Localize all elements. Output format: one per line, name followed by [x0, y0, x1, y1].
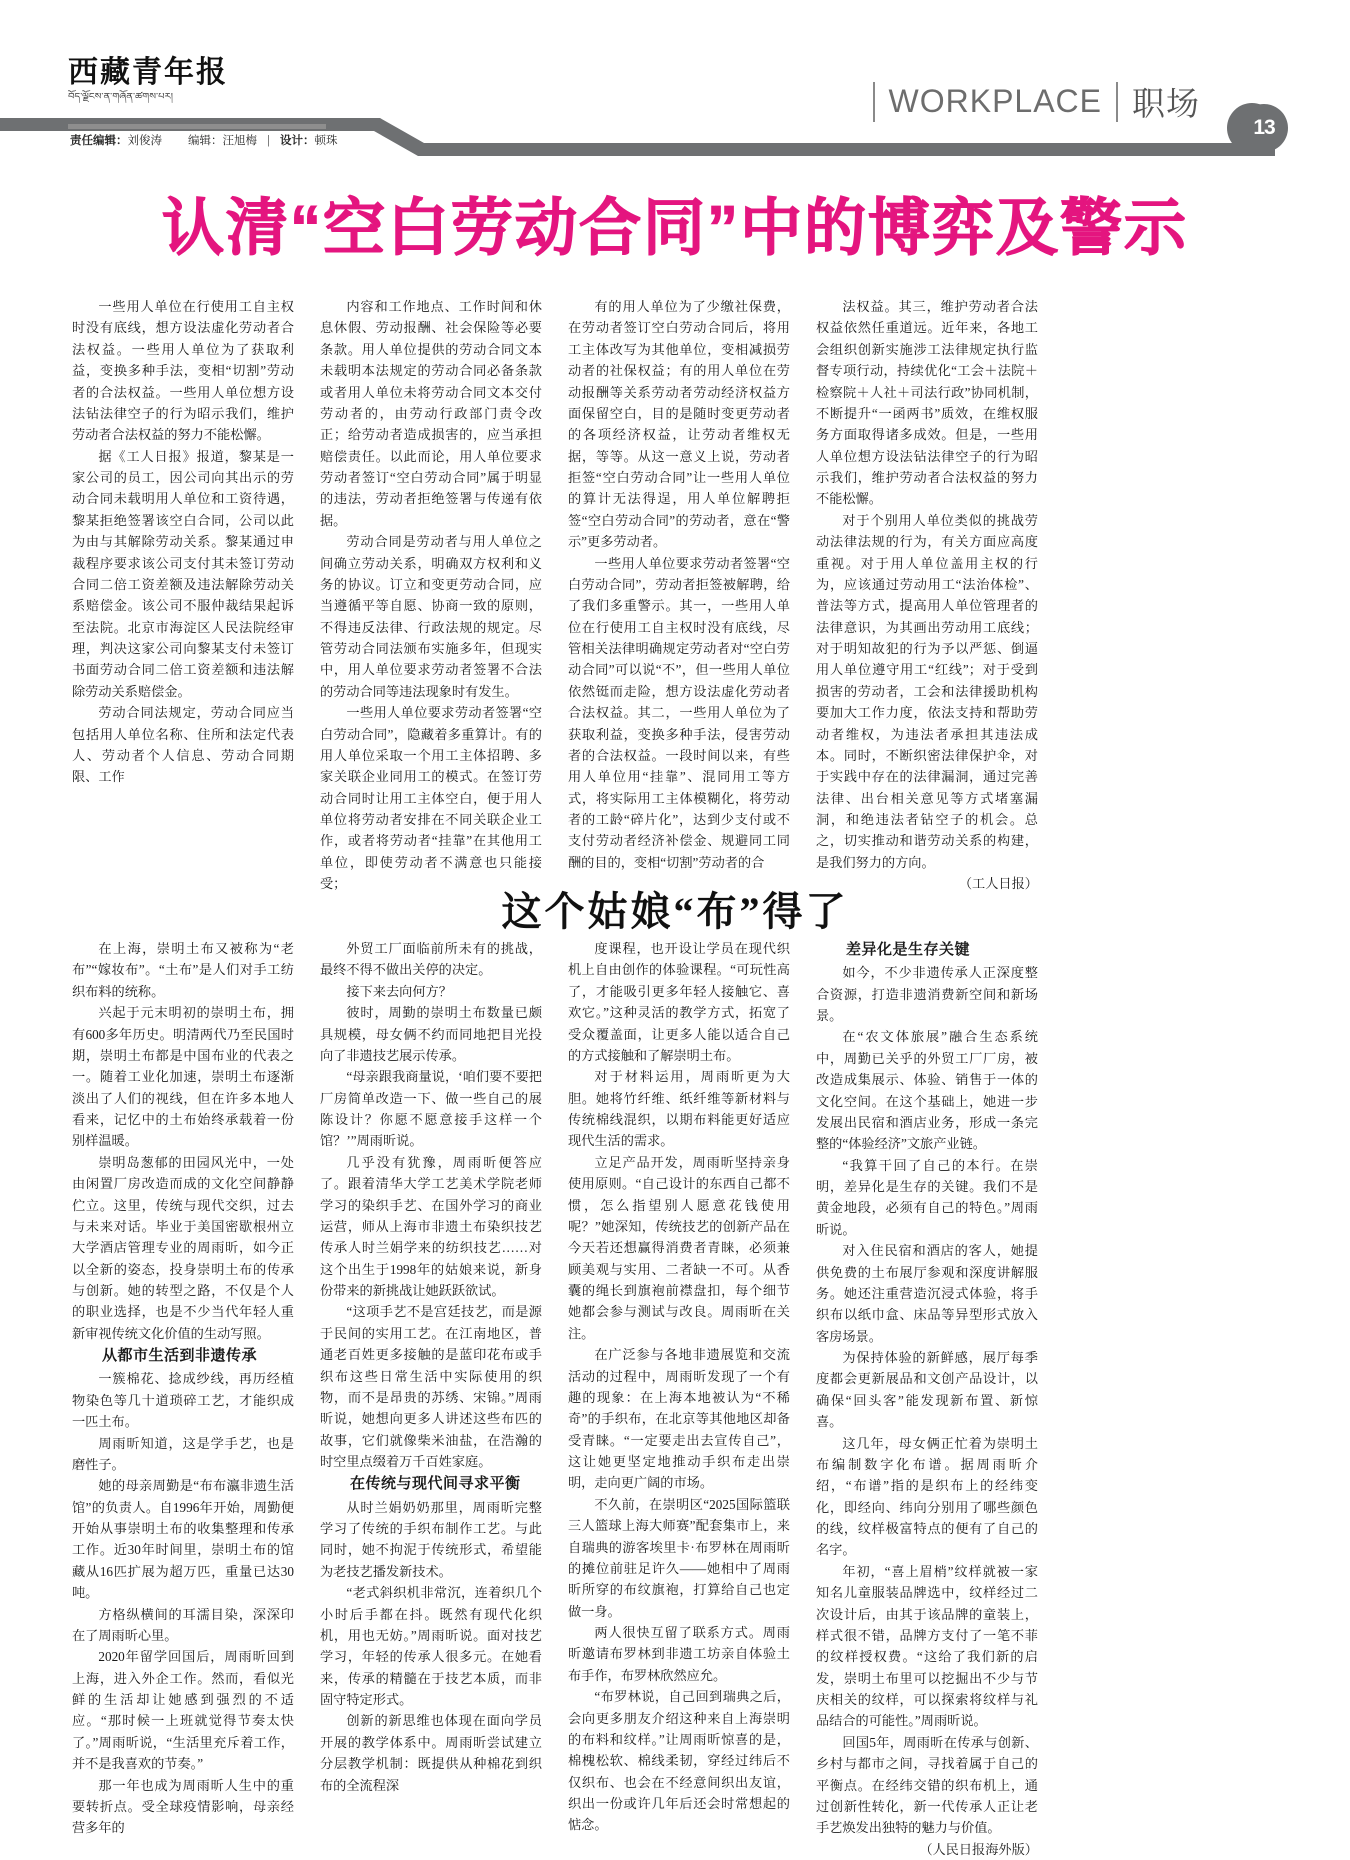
- article2-paragraph: 周雨昕知道，这是学手艺，也是磨性子。: [72, 1435, 294, 1472]
- article2-subheading: 在传统与现代间寻求平衡: [350, 1475, 521, 1493]
- article2-column-3: [568, 938, 790, 1860]
- article2-paragraph: 立足产品开发，周雨昕坚持亲身使用原则。“自己设计的东西自己都不惯，怎么指望别人愿意花钱使用呢？”她深知，传统技艺的创新产品在今天若还想赢得消费者青睐，必须兼顾美观与实用、二者缺一不可。从香囊的绳长到旗袍前襟盘扣，每个细节她都会参与测试与改良。周雨昕在关注。: [568, 1154, 790, 1341]
- article2-paragraph: “老式斜织机非常沉，连着织几个小时后手都在抖。既然有现代化织机，用也无妨。”周雨昕说。面对技艺学习，年轻的传承人很多元。在她看来，传承的精髓在于技艺本质，而非固守特定形式。: [320, 1585, 542, 1708]
- article1-paragraph: 劳动合同法规定，劳动合同应当包括用人单位名称、住所和法定代表人、劳动者个人信息、劳动合同期限、工作: [72, 705, 294, 785]
- newspaper-logo: [68, 58, 228, 103]
- article1-headline: 认清“空白劳动合同”中的博弈及警示: [161, 194, 1188, 263]
- article2-paragraph: 2020年留学回国后，周雨昕回到上海，进入外企工作。然而，看似光鲜的生活却让她感到强烈的不适应。“那时候一上班就觉得节奏太快了。”周雨昕说，“生活里充斥着工作，并不是我喜欢的节奏。”: [72, 1649, 294, 1772]
- section-label-en: WORKPLACE: [888, 83, 1102, 119]
- article1-column-3: [568, 296, 790, 895]
- article2-paragraph: 回国5年，周雨昕在传承与创新、乡村与都市之间，寻找着属于自己的平衡点。在经纬交错的织布机上，通过创新性转化，新一代传承人正让老手艺焕发出独特的魅力与价值。: [816, 1734, 1038, 1836]
- section-divider-left-icon: [873, 82, 875, 122]
- article1-paragraph: 有的用人单位为了少缴社保费，在劳动者签订空白劳动合同后，将用工主体改写为其他单位，变相减损劳动者的社保权益；有的用人单位在劳动报酬等关系劳动者劳动经济权益方面保留空白，目的是随时变更劳动者的各项经济权益，让劳动者维权无据，等等。从这一意义上说，劳动者拒签“空白劳动合同”让一些用人单位的算计无法得逞，用人单位解聘拒签“空白劳动合同”的劳动者，意在“警示”更多劳动者。: [568, 299, 790, 550]
- article1-paragraph: 一些用人单位要求劳动者签署“空白劳动合同”，隐藏着多重算计。有的用人单位采取一个用工主体招聘、多家关联企业同用工的模式。在签订劳动合同时让用工主体空白，便于用人单位将劳动者安排在不同关联企业工作，或者将劳动者“挂靠”在其他用工单位，即使劳动者不满意也只能接受；: [320, 705, 542, 892]
- article2-paragraph: 彼时，周勤的崇明土布数量已颇具规模，母女俩不约而同地把目光投向了非遗技艺展示传承。: [320, 1005, 542, 1063]
- responsible-editor-name: 刘俊涛: [127, 135, 162, 147]
- article2-paragraph: 在“农文体旅展”融合生态系统中，周勤已关乎的外贸工厂厂房，被改造成集展示、体验、销售于一体的文化空间。在这个基础上，她进一步发展出民宿和酒店业务，形成一条完整的“体验经济”文旅产业链。: [816, 1029, 1038, 1152]
- article2-source: （人民日报海外版）: [919, 1841, 1038, 1857]
- article1-column-4: [816, 296, 1038, 895]
- article2-paragraph: 不久前，在崇明区“2025国际篮联三人篮球上海大师赛”配套集市上，来自瑞典的游客埃里卡·布罗林在周雨昕的摊位前驻足许久——她相中了周雨昕所穿的布纹旗袍，打算给自己也定做一身。: [568, 1496, 790, 1619]
- masthead: [0, 0, 1350, 165]
- article2-paragraph: 对于材料运用，周雨昕更为大胆。她将竹纤维、纸纤维等新材料与传统棉线混织，以期布料能更好适应现代生活的需求。: [568, 1069, 790, 1149]
- article2-paragraph: 那一年也成为周雨昕人生中的重要转折点。受全球疫情影响，母亲经营多年的: [72, 1777, 294, 1836]
- article2-paragraph: 为保持体验的新鲜感，展厅每季度都会更新展品和文创产品设计，以确保“回头客”能发现新布置、新惊喜。: [816, 1350, 1038, 1430]
- article2-paragraph: 几乎没有犹豫，周雨昕便答应了。跟着清华大学工艺美术学院老师学习的染织手艺、在国外学习的商业运营，师从上海市非遗土布染织技艺传承人时兰娟学来的纺织技艺……对这个出生于1998年的姑娘来说，新身份带来的新挑战让她跃跃欲试。: [320, 1154, 542, 1298]
- section-label: [873, 78, 1200, 125]
- article1-column-1: [72, 296, 294, 895]
- article1-column-2: [320, 296, 542, 895]
- section-divider-right-icon: [1116, 82, 1118, 122]
- article1-paragraph: 内容和工作地点、工作时间和休息休假、劳动报酬、社会保险等必要条款。用人单位提供的劳动合同文本未载明本法规定的劳动合同必备条款或者用人单位未将劳动合同文本交付劳动者的，由劳动行政部门责令改正；给劳动者造成损害的，应当承担赔偿责任。以此而论，用人单位要求劳动者签订“空白劳动合同”属于明显的违法，劳动者拒绝签署与传递有依据。: [320, 299, 542, 528]
- article2-paragraph: “布罗林说，自己回到瑞典之后，会向更多朋友介绍这种来自上海崇明的布料和纹样。”让周雨昕惊喜的是，棉槐松软、棉线柔韧，穿经过纬后不仅织布、也会在不经意间织出友谊，织出一份或许几年后还会时常想起的惦念。: [568, 1689, 790, 1833]
- article2-paragraph: “这项手艺不是宫廷技艺，而是源于民间的实用工艺。在江南地区，普通老百姓更多接触的是蓝印花布或手织布这些日常生活中实际使用的织物，而不是昂贵的苏绣、宋锦。”周雨昕说，她想向更多人讲述这些布匹的故事，它们就像柴米油盐，在浩瀚的时空里点缀着万千百姓家庭。: [320, 1304, 542, 1469]
- article2-column-4: [816, 938, 1038, 1860]
- article2-subheading: 差异化是生存关键: [846, 941, 971, 958]
- article2-column-1: [72, 938, 294, 1860]
- section-label-cn: 职场: [1132, 85, 1200, 122]
- article2-paragraph: 在广泛参与各地非遗展览和交流活动的过程中，周雨昕发现了一个有趣的现象：在上海本地被认为“不稀奇”的手织布，在北京等其他地区却备受青睐。“一定要走出去宣传自己”，这让她更坚定地推动手织布走出崇明，走向更广阔的市场。: [568, 1347, 790, 1491]
- newspaper-name-tibetan: བོད་ལྗོངས་ན་གཞོན་ཚགས་པར།: [68, 92, 173, 102]
- article2-paragraph: 这几年，母女俩正忙着为崇明土布编制数字化布谱。据周雨昕介绍，“布谱”指的是织布上的经纬变化，即经向、纬向分别用了哪些颜色的线，纹样极富特点的便有了自己的名字。: [816, 1435, 1038, 1558]
- article2-paragraph: 年初，“喜上眉梢”纹样就被一家知名儿童服装品牌选中，纹样经过二次设计后，由其于该品牌的童装上，样式很不错，品牌方支付了一笔不菲的纹样授权费。“这给了我们新的启发，崇明土布里可以挖掘出不少与节庆相关的纹样，可以探索将纹样与礼品结合的可能性。”周雨昕说。: [816, 1563, 1038, 1729]
- article2-paragraph: 创新的新思维也体现在面向学员开展的教学体系中。周雨昕尝试建立分层教学机制：既提供从种棉花到织布的全流程深: [320, 1713, 542, 1793]
- responsible-editor-label: 责任编辑：: [70, 135, 128, 147]
- article1-columns: [72, 296, 1282, 895]
- article1-paragraph: 一些用人单位在行使用工自主权时没有底线，想方设法虚化劳动者合法权益。一些用人单位为了获取利益，变换多种手法，变相“切割”劳动者的合法权益。一些用人单位想方设法钻法律空子的行为昭示我们，维护劳动者合法权益的努力不能松懈。: [72, 299, 294, 443]
- article2-paragraph: 从时兰娟奶奶那里，周雨昕完整学习了传统的手织布制作工艺。与此同时，她不拘泥于传统形式，希望能为老技艺播发新技术。: [320, 1499, 542, 1579]
- article1-paragraph: 据《工人日报》报道，黎某是一家公司的员工，因公司向其出示的劳动合同未载明用人单位和工资待遇，黎某拒绝签署该空白合同，公司以此为由与其解除劳动关系。黎某通过申裁程序要求该公司支付其未签订劳动合同二倍工资差额及违法解除劳动关系赔偿金。该公司不服仲裁结果起诉至法院。北京市海淀区人民法院经审理，判决这家公司向黎某支付未签订书面劳动合同二倍工资差额和违法解除劳动关系赔偿金。: [72, 448, 294, 699]
- article2-paragraph: 对入住民宿和酒店的客人，她提供免费的土布展厅参观和深度讲解服务。她还注重营造沉浸式体验，将手织布以纸巾盒、床品等异型形式放入客房场景。: [816, 1243, 1038, 1344]
- article1-paragraph: 一些用人单位要求劳动者签署“空白劳动合同”，劳动者拒签被解聘，给了我们多重警示。其一，一些用人单位在行使用工自主权时没有底线，尽管相关法律明确规定劳动者对“空白劳动合同”可以说“不”，但一些用人单位依然铤而走险，想方设法虚化劳动者合法权益。其二，一些用人单位为了获取利益，变换多种手法，侵害劳动者的合法权益。一段时间以来，有些用人单位用“挂靠”、混同用工等方式，将实际用工主体模糊化，将劳动者的工龄“碎片化”，达到少支付或不支付劳动者经济补偿金、规避同工同酬的目的，变相“切割”劳动者的合: [568, 555, 790, 870]
- article2-paragraph: 她的母亲周勤是“布布瀛非遗生活馆”的负责人。自1996年开始，周勤便开始从事崇明土布的收集整理和传承工作。近30年时间里，崇明土布的馆藏从16匹扩展为超万匹，重量已达30吨。: [72, 1478, 294, 1601]
- article1-paragraph: 劳动合同是劳动者与用人单位之间确立劳动关系，明确双方权利和义务的协议。订立和变更劳动合同，应当遵循平等自愿、协商一致的原则，不得违反法律、行政法规的规定。尽管劳动合同法颁布实施多年，但现实中，用人单位要求劳动者签署不合法的劳动合同等违法现象时有发生。: [320, 534, 542, 699]
- article1-paragraph: 法权益。其三，维护劳动者合法权益依然任重道远。近年来，各地工会组织创新实施涉工法律规定执行监督专项行动，持续优化“工会＋法院＋检察院＋人社＋司法行政”协同机制，不断提升“一函两书”质效，在维权服务方面取得诸多成效。但是，一些用人单位想方设法钻法律空子的行为昭示我们，维护劳动者合法权益的努力不能松懈。: [816, 299, 1038, 507]
- article2-subheading: 从都市生活到非遗传承: [102, 1347, 258, 1365]
- credits-divider: [68, 124, 326, 129]
- credits-line: 责任编辑：刘俊涛 编辑：汪旭梅 | 设计：顿珠: [70, 135, 338, 147]
- designer-label: 设计：: [280, 135, 315, 147]
- article2-paragraph: 兴起于元末明初的崇明土布，拥有600多年历史。明清两代乃至民国时期，崇明土布都是中国布业的代表之一。随着工业化加速，崇明土布逐渐淡出了人们的视线，但在许多本地人看来，记忆中的土布始终承载着一份别样温暖。: [72, 1005, 294, 1149]
- editor-name: 汪旭梅: [222, 135, 257, 147]
- article2-paragraph: 在上海，崇明土布又被称为“老布”“嫁妆布”。“土布”是人们对手工纺织布料的统称。: [72, 941, 294, 999]
- article2-paragraph: 一簇棉花、捻成纱线，再历经植物染色等几十道琐碎工艺，才能织成一匹土布。: [72, 1371, 294, 1430]
- article2-headline: 这个姑娘“布”得了: [501, 889, 849, 934]
- designer-name: 顿珠: [314, 135, 338, 147]
- article2-paragraph: 接下来去向何方？: [346, 983, 452, 999]
- article2-paragraph: 崇明岛葱郁的田园风光中，一处由闲置厂房改造而成的文化空间静静伫立。这里，传统与现代交织，过去与未来对话。毕业于美国密歇根州立大学酒店管理专业的周雨昕，如今正以全新的姿态，投身崇明土布的传承与创新。她的转型之路，不仅是个人的职业选择，也是不少当代年轻人重新审视传统文化价值的生动写照。: [72, 1154, 294, 1341]
- article2-paragraph: 如今，不少非遗传承人正深度整合资源，打造非遗消费新空间和新场景。: [816, 965, 1038, 1024]
- page-number-badge: 13: [1240, 104, 1288, 152]
- article2-paragraph: “我算干回了自己的本行。在崇明，差异化是生存的关键。我们不是黄金地段，必须有自己的特色。”周雨昕说。: [816, 1157, 1038, 1237]
- article2-column-2: [320, 938, 542, 1860]
- article2-paragraph: “母亲跟我商量说，‘咱们要不要把厂房简单改造一下、做一些自己的展陈设计？你愿不愿意接手这样一个馆？’”周雨昕说。: [320, 1069, 542, 1149]
- article2-paragraph: 度课程，也开设让学员在现代织机上自由创作的体验课程。“可玩性高了，才能吸引更多年轻人接触它、喜欢它。”这种灵活的教学方式，拓宽了受众覆盖面，让更多人能以适合自己的方式接触和了解崇明土布。: [568, 941, 790, 1063]
- article2-paragraph: 两人很快互留了联系方式。周雨昕邀请布罗林到非遗工坊亲自体验土布手作，布罗林欣然应允。: [568, 1625, 790, 1683]
- newspaper-name-cn: 西藏青年报: [68, 56, 228, 89]
- editor-label: 编辑：: [188, 135, 223, 147]
- article2-columns: [72, 938, 1282, 1860]
- article1-paragraph: 对于个别用人单位类似的挑战劳动法律法规的行为，有关方面应高度重视。对于用人单位盖用主权的行为，应该通过劳动用工“法治体检”、普法等方式，提高用人单位管理者的法律意识，为其画出劳动用工底线；对于明知故犯的行为予以严惩、倒逼用人单位遵守用工“红线”；对于受到损害的劳动者，工会和法律援助机构要加大工作力度，依法支持和帮助劳动者维权，为违法者承担其违法成本。同时，不断织密法律保护伞，对于实践中存在的法律漏洞，通过完善法律、出台相关意见等方式堵塞漏洞，和绝违法者钻空子的机会。总之，切实推动和谐劳动关系的构建，是我们努力的方向。: [816, 512, 1038, 870]
- article1-source: （工人日报）: [958, 876, 1038, 892]
- article2-paragraph: 外贸工厂面临前所未有的挑战，最终不得不做出关停的决定。: [320, 941, 542, 978]
- article2-paragraph: 方格纵横间的耳濡目染，深深印在了周雨昕心里。: [72, 1606, 294, 1643]
